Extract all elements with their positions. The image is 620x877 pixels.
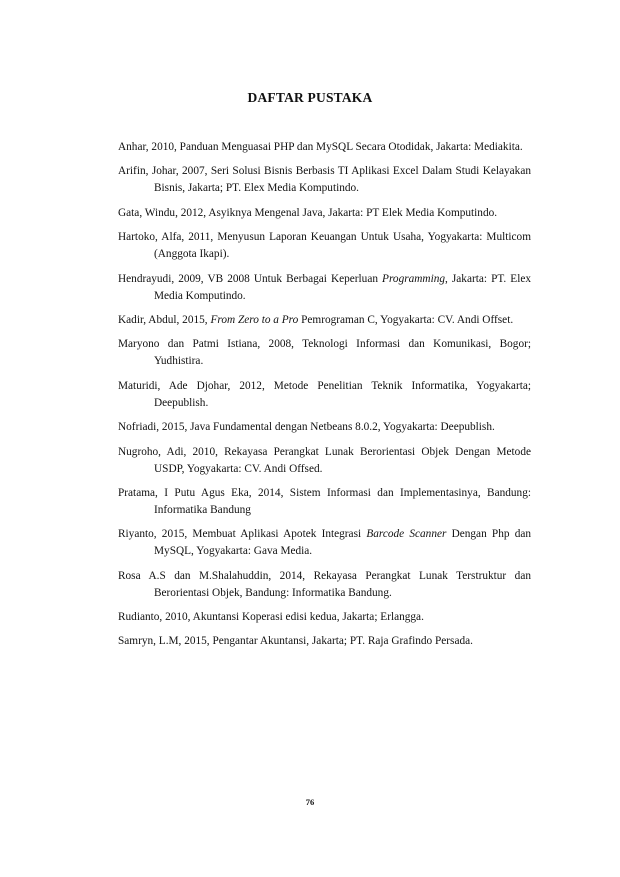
reference-text: Pratama, I Putu Agus Eka, 2014, Sistem Informasi dan Implementasinya, Bandung: Informatika Bandung <box>118 486 531 516</box>
reference-text: Rudianto, 2010, Akuntansi Koperasi edisi kedua, Jakarta; Erlangga. <box>118 611 424 624</box>
reference-text: Hendrayudi, 2009, VB 2008 Untuk Berbagai Keperluan <box>118 272 383 285</box>
reference-text: Arifin, Johar, 2007, Seri Solusi Bisnis Berbasis TI Aplikasi Excel Dalam Studi Kelayakan Bisnis, Jakarta; PT. Elex Media Komputindo. <box>118 165 531 195</box>
reference-italic: Barcode Scanner <box>366 528 447 541</box>
reference-text-end: , Jakarta: PT. Elex Media Komputindo. <box>154 272 531 302</box>
reference-text: Maryono dan Patmi Istiana, 2008, Teknologi Informasi dan Komunikasi, Bogor; Yudhistira. <box>118 338 531 368</box>
reference-entry <box>118 139 531 156</box>
reference-entry <box>118 526 531 560</box>
reference-text-end: Dengan Php dan MySQL, Yogyakarta: Gava Media. <box>154 528 532 558</box>
reference-entry <box>118 205 531 222</box>
reference-text: Samryn, L.M, 2015, Pengantar Akuntansi, Jakarta; PT. Raja Grafindo Persada. <box>118 635 473 648</box>
reference-text: Nugroho, Adi, 2010, Rekayasa Perangkat Lunak Berorientasi Objek Dengan Metode USDP, Yogyakarta: CV. Andi Offsed. <box>118 445 531 475</box>
page-number: 76 <box>305 797 315 807</box>
reference-entry <box>118 419 531 436</box>
reference-text: Hartoko, Alfa, 2011, Menyusun Laporan Keuangan Untuk Usaha, Yogyakarta: Multicom (Anggota Ikapi). <box>118 231 531 261</box>
reference-italic: Programming <box>382 272 446 285</box>
reference-entry <box>118 444 531 478</box>
reference-text-end: Pemrograman C, Yogyakarta: CV. Andi Offset. <box>298 313 514 326</box>
reference-entry <box>118 568 531 602</box>
reference-entry <box>118 378 531 412</box>
reference-entry <box>118 163 531 197</box>
page-title: DAFTAR PUSTAKA <box>247 90 373 105</box>
reference-entry <box>118 609 531 626</box>
reference-text: Gata, Windu, 2012, Asyiknya Mengenal Java, Jakarta: PT Elek Media Komputindo. <box>118 206 498 219</box>
reference-text: Kadir, Abdul, 2015, <box>118 313 211 326</box>
reference-text: Maturidi, Ade Djohar, 2012, Metode Penelitian Teknik Informatika, Yogyakarta; Deepublish. <box>118 379 531 409</box>
reference-text: Anhar, 2010, Panduan Menguasai PHP dan MySQL Secara Otodidak, Jakarta: Mediakita. <box>118 141 523 153</box>
reference-entry <box>118 312 531 329</box>
reference-text: Riyanto, 2015, Membuat Aplikasi Apotek Integrasi <box>118 528 367 541</box>
reference-entry <box>118 485 531 519</box>
reference-entry <box>118 633 531 650</box>
reference-text: Rosa A.S dan M.Shalahuddin, 2014, Rekayasa Perangkat Lunak Terstruktur dan Berorientasi Objek, Bandung: Informatika Bandung. <box>118 569 531 599</box>
reference-entry <box>118 336 531 370</box>
reference-list <box>118 139 531 658</box>
reference-entry <box>118 271 531 305</box>
reference-italic: From Zero to a Pro <box>210 313 299 326</box>
reference-text: Nofriadi, 2015, Java Fundamental dengan Netbeans 8.0.2, Yogyakarta: Deepublish. <box>118 421 495 434</box>
reference-entry <box>118 229 531 263</box>
